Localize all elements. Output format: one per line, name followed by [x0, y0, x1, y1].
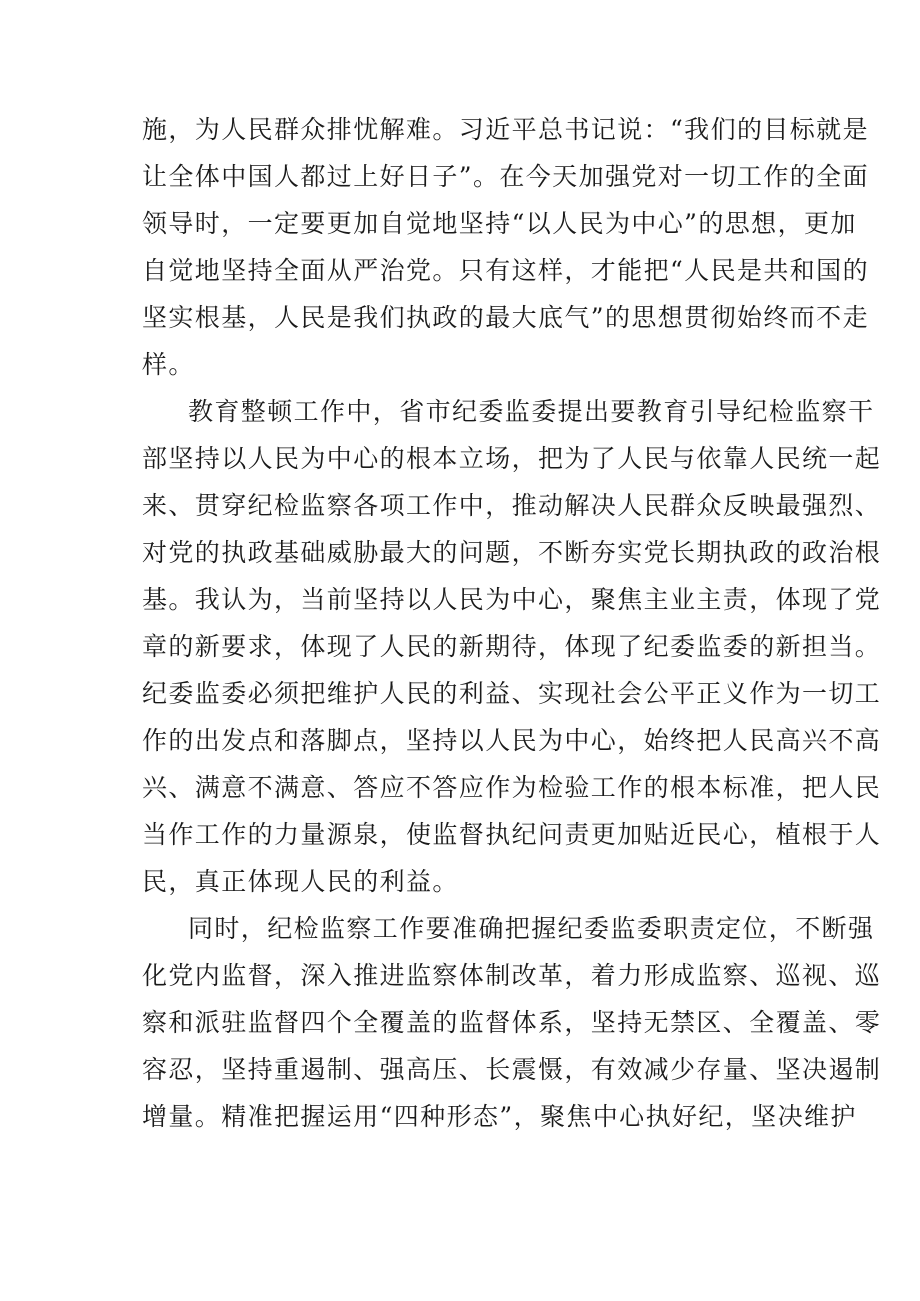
text-line: 对党的执政基础威胁最大的问题，不断夯实党长期执政的政治根	[142, 538, 882, 567]
text-line: 章的新要求，体现了人民的新期待，体现了纪委监委的新担当。	[142, 632, 882, 661]
text-line: 部坚持以人民为中心的根本立场，把为了人民与依靠人民统一起	[142, 444, 882, 473]
text-line: 自觉地坚持全面从严治党。只有这样，才能把“人民是共和国的	[142, 256, 869, 285]
text-line: 坚实根基，人民是我们执政的最大底气”的思想贯彻始终而不走	[142, 303, 869, 332]
text-line: 施，为人民群众排忧解难。习近平总书记说：“我们的目标就是	[142, 115, 869, 144]
text-line: 同时，纪检监察工作要准确把握纪委监委职责定位，不断强	[188, 914, 875, 943]
text-line: 容忍，坚持重遏制、强高压、长震慑，有效减少存量、坚决遏制	[142, 1055, 882, 1084]
text-line: 领导时，一定要更加自觉地坚持“以人民为中心”的思想，更加	[142, 209, 857, 238]
text-line: 增量。精准把握运用“四种形态”，聚焦中心执好纪，坚决维护	[142, 1102, 857, 1131]
text-line: 基。我认为，当前坚持以人民为中心，聚焦主业主责，体现了党	[142, 585, 882, 614]
text-line: 作的出发点和落脚点，坚持以人民为中心，始终把人民高兴不高	[142, 726, 882, 755]
paragraph-3	[142, 905, 882, 1140]
text-line: 教育整顿工作中，省市纪委监委提出要教育引导纪检监察干	[188, 397, 875, 426]
paragraph-1	[142, 106, 869, 388]
text-line: 样。	[142, 350, 195, 379]
text-line: 民，真正体现人民的利益。	[142, 867, 459, 896]
text-line: 化党内监督，深入推进监察体制改革，着力形成监察、巡视、巡	[142, 961, 882, 990]
text-line: 来、贯穿纪检监察各项工作中，推动解决人民群众反映最强烈、	[142, 491, 882, 520]
document-body	[142, 106, 882, 1140]
text-line: 让全体中国人都过上好日子”。在今天加强党对一切工作的全面	[142, 162, 869, 191]
paragraph-2	[142, 388, 882, 905]
text-line: 纪委监委必须把维护人民的利益、实现社会公平正义作为一切工	[142, 679, 882, 708]
text-line: 兴、满意不满意、答应不答应作为检验工作的根本标准，把人民	[142, 773, 882, 802]
text-line: 当作工作的力量源泉，使监督执纪问责更加贴近民心，植根于人	[142, 820, 882, 849]
text-line: 察和派驻监督四个全覆盖的监督体系，坚持无禁区、全覆盖、零	[142, 1008, 882, 1037]
